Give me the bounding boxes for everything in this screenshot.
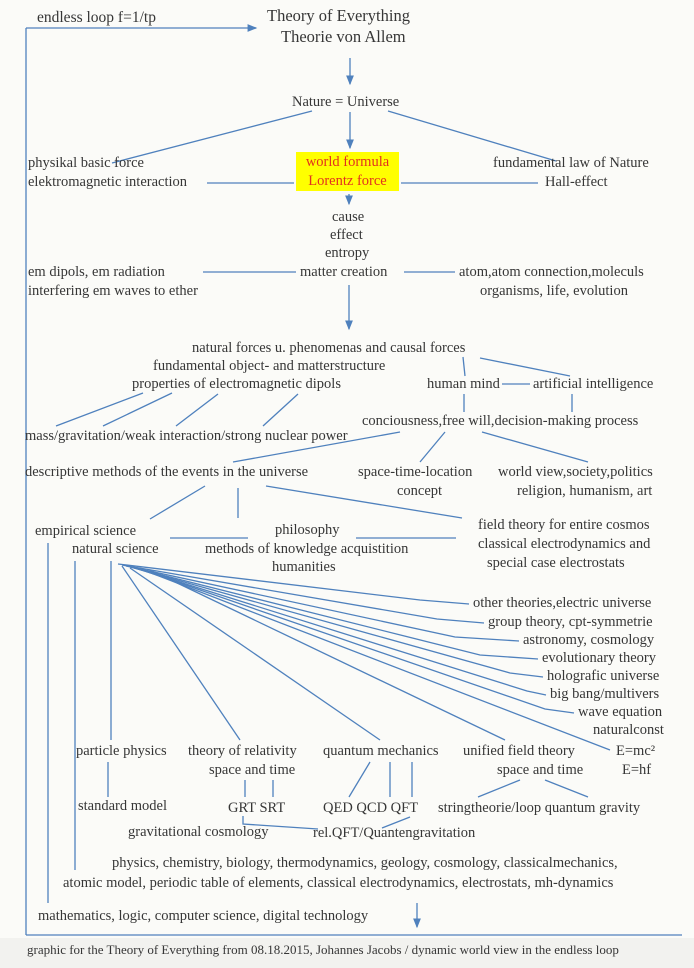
world-formula-line2: Lorentz force <box>308 172 387 189</box>
naturalconst-node: naturalconst <box>593 722 664 738</box>
human-mind-node: human mind <box>427 376 500 392</box>
emc2-node: E=mc² <box>616 743 656 759</box>
world-view-node: world view,society,politics <box>498 464 653 480</box>
world-formula-line1: world formula <box>305 154 390 170</box>
religion-humanism-node: religion, humanism, art <box>517 483 653 499</box>
standard-model-node: standard model <box>78 798 167 814</box>
field-theory-node-line2: classical electrodynamics and <box>478 536 651 552</box>
space-and-time-left-node: space and time <box>209 762 296 778</box>
artificial-intelligence-node: artificial intelligence <box>533 376 654 392</box>
philosophy-node: philosophy <box>275 522 340 538</box>
empirical-science-node: empirical science <box>35 523 137 539</box>
natural-science-node: natural science <box>72 541 159 557</box>
world-formula-highlight <box>296 152 399 191</box>
disciplines-row2: atomic model, periodic table of elements, classical electrodynamics, electrostats, mh-dynamics <box>63 875 614 891</box>
hall-effect-node: Hall-effect <box>545 174 608 190</box>
stringtheorie-node: stringtheorie/loop quantum gravity <box>438 800 641 816</box>
theory-of-relativity-node: theory of relativity <box>188 743 297 759</box>
entropy-node: entropy <box>325 245 370 261</box>
ehf-node: E=hf <box>622 762 652 778</box>
holografic-universe-node: holografic universe <box>547 668 660 684</box>
disciplines-row1: physics, chemistry, biology, thermodynamics, geology, cosmology, classicalmechanics, <box>112 855 618 871</box>
big-bang-node: big bang/multivers <box>550 686 660 702</box>
gravitational-cosmology-node: gravitational cosmology <box>128 824 269 840</box>
fundamental-law-node: fundamental law of Nature <box>493 155 649 171</box>
cause-node: cause <box>332 209 365 225</box>
mass-gravitation-node: mass/gravitation/weak interaction/strong nuclear power <box>25 428 348 444</box>
consciousness-node: conciousness,free will,decision-making process <box>362 413 639 429</box>
diagram-caption: graphic for the Theory of Everything from 08.18.2015, Johannes Jacobs / dynamic world view in the endless loop <box>27 942 619 957</box>
quantum-mechanics-node: quantum mechanics <box>323 743 439 759</box>
other-theories-node: other theories,electric universe <box>473 595 652 611</box>
descriptive-methods-node: descriptive methods of the events in the universe <box>25 464 309 480</box>
physikal-basic-force-node: physikal basic force <box>28 155 144 171</box>
properties-dipols-node: properties of electromagnetic dipols <box>132 376 341 392</box>
natural-forces-node: natural forces u. phenomenas and causal forces <box>192 340 466 356</box>
atom-connection-node: atom,atom connection,moleculs <box>459 264 644 280</box>
field-theory-node-line1: field theory for entire cosmos <box>478 517 650 533</box>
unified-field-theory-node: unified field theory <box>463 743 575 759</box>
diagram-title-line1: Theory of Everything <box>267 6 410 25</box>
space-time-location-node: space-time-location <box>358 464 473 480</box>
interfering-waves-node: interfering em waves to ether <box>28 283 198 299</box>
humanities-node: humanities <box>272 559 336 575</box>
elektromagnetic-interaction-node: elektromagnetic interaction <box>28 174 188 190</box>
endless-loop-label: endless loop f=1/tp <box>37 9 156 26</box>
astronomy-node: astronomy, cosmology <box>523 632 655 648</box>
nature-universe-node: Nature = Universe <box>292 94 400 110</box>
disciplines-row3: mathematics, logic, computer science, digital technology <box>38 908 369 924</box>
concept-node: concept <box>397 483 443 499</box>
grt-srt-node: GRT SRT <box>228 800 286 816</box>
em-dipols-node: em dipols, em radiation <box>28 264 165 280</box>
rel-qft-node: rel.QFT/Quantengravitation <box>313 825 476 841</box>
wave-equation-node: wave equation <box>578 704 663 720</box>
organisms-life-node: organisms, life, evolution <box>480 283 628 299</box>
effect-node: effect <box>330 227 363 243</box>
qed-qcd-qft-node: QED QCD QFT <box>323 800 419 816</box>
particle-physics-node: particle physics <box>76 743 167 759</box>
matter-creation-node: matter creation <box>300 264 388 280</box>
space-and-time-right-node: space and time <box>497 762 584 778</box>
fundamental-object-node: fundamental object- and matterstructure <box>153 358 386 374</box>
knowledge-acquisition-node: methods of knowledge acquistition <box>205 541 409 557</box>
evolutionary-theory-node: evolutionary theory <box>542 650 656 666</box>
field-theory-node-line3: special case electrostats <box>487 555 625 571</box>
group-theory-node: group theory, cpt-symmetrie <box>488 614 653 630</box>
diagram-title-line2: Theorie von Allem <box>281 27 406 46</box>
